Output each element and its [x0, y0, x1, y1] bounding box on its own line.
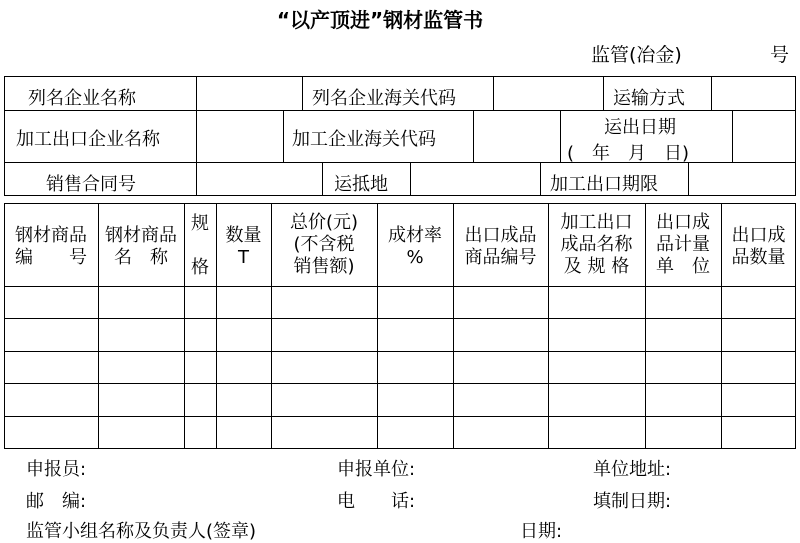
- processing-export-company-name-label: 加工出口企业名称: [16, 129, 160, 150]
- info-col-divider: [473, 110, 474, 162]
- info-col-divider: [711, 76, 712, 110]
- ship-date-format: ( 年 月 日): [567, 143, 690, 164]
- header-yield-rate: 成材率 %: [388, 225, 442, 268]
- info-col-divider: [732, 110, 733, 162]
- ship-date-label: 运出日期: [604, 117, 676, 138]
- info-col-divider: [603, 76, 604, 110]
- date-label: 日期:: [520, 521, 563, 542]
- supervision-label: 监管(冶金): [591, 44, 682, 66]
- info-col-divider: [196, 110, 197, 162]
- declaring-unit-label: 申报单位:: [337, 459, 416, 480]
- document-title: “以产顶进”钢材监管书: [276, 8, 484, 32]
- info-col-divider: [283, 110, 284, 162]
- header-export-quantity: 出口成 品数量: [731, 225, 786, 268]
- unit-address-label: 单位地址:: [593, 459, 672, 480]
- header-steel-product-code: 钢材商品 编 号: [15, 225, 87, 268]
- info-col-divider: [540, 162, 541, 196]
- info-col-divider: [410, 162, 411, 196]
- info-row-divider: [4, 110, 796, 111]
- info-col-divider: [302, 76, 303, 110]
- info-col-divider: [322, 162, 323, 196]
- processing-company-customs-code-label: 加工企业海关代码: [292, 129, 436, 150]
- fill-date-label: 填制日期:: [593, 491, 672, 512]
- header-export-unit: 出口成 品计量 单 位: [656, 212, 710, 277]
- header-export-product-code: 出口成品 商品编号: [464, 225, 537, 268]
- postcode-label: 邮 编:: [26, 491, 87, 512]
- table-row-divider: [4, 286, 796, 287]
- supervision-group-signature-label: 监管小组名称及负责人(签章): [26, 521, 257, 542]
- header-spec: 规 格: [191, 213, 209, 278]
- header-steel-product-name: 钢材商品 名 称: [105, 225, 177, 268]
- processing-export-deadline-label: 加工出口期限: [550, 174, 658, 195]
- info-col-divider: [196, 76, 197, 110]
- destination-label: 运抵地: [334, 174, 388, 195]
- number-suffix: 号: [770, 44, 790, 66]
- info-col-divider: [493, 76, 494, 110]
- listed-company-name-label: 列名企业名称: [28, 88, 136, 109]
- table-row-divider: [4, 318, 796, 319]
- table-row-divider: [4, 351, 796, 352]
- info-col-divider: [196, 162, 197, 196]
- table-row-divider: [4, 383, 796, 384]
- header-quantity: 数量 T: [225, 225, 262, 268]
- declarant-label: 申报员:: [26, 459, 87, 480]
- transport-mode-label: 运输方式: [613, 88, 685, 109]
- header-export-product-name-spec: 加工出口 成品名称 及 规 格: [560, 212, 633, 277]
- listed-company-customs-code-label: 列名企业海关代码: [312, 88, 456, 109]
- header-total-price: 总价(元) (不含税 销售额): [289, 212, 359, 277]
- sales-contract-no-label: 销售合同号: [46, 174, 136, 195]
- info-col-divider: [560, 110, 561, 162]
- info-col-divider: [688, 162, 689, 196]
- table-row-divider: [4, 416, 796, 417]
- phone-label: 电 话:: [337, 491, 416, 512]
